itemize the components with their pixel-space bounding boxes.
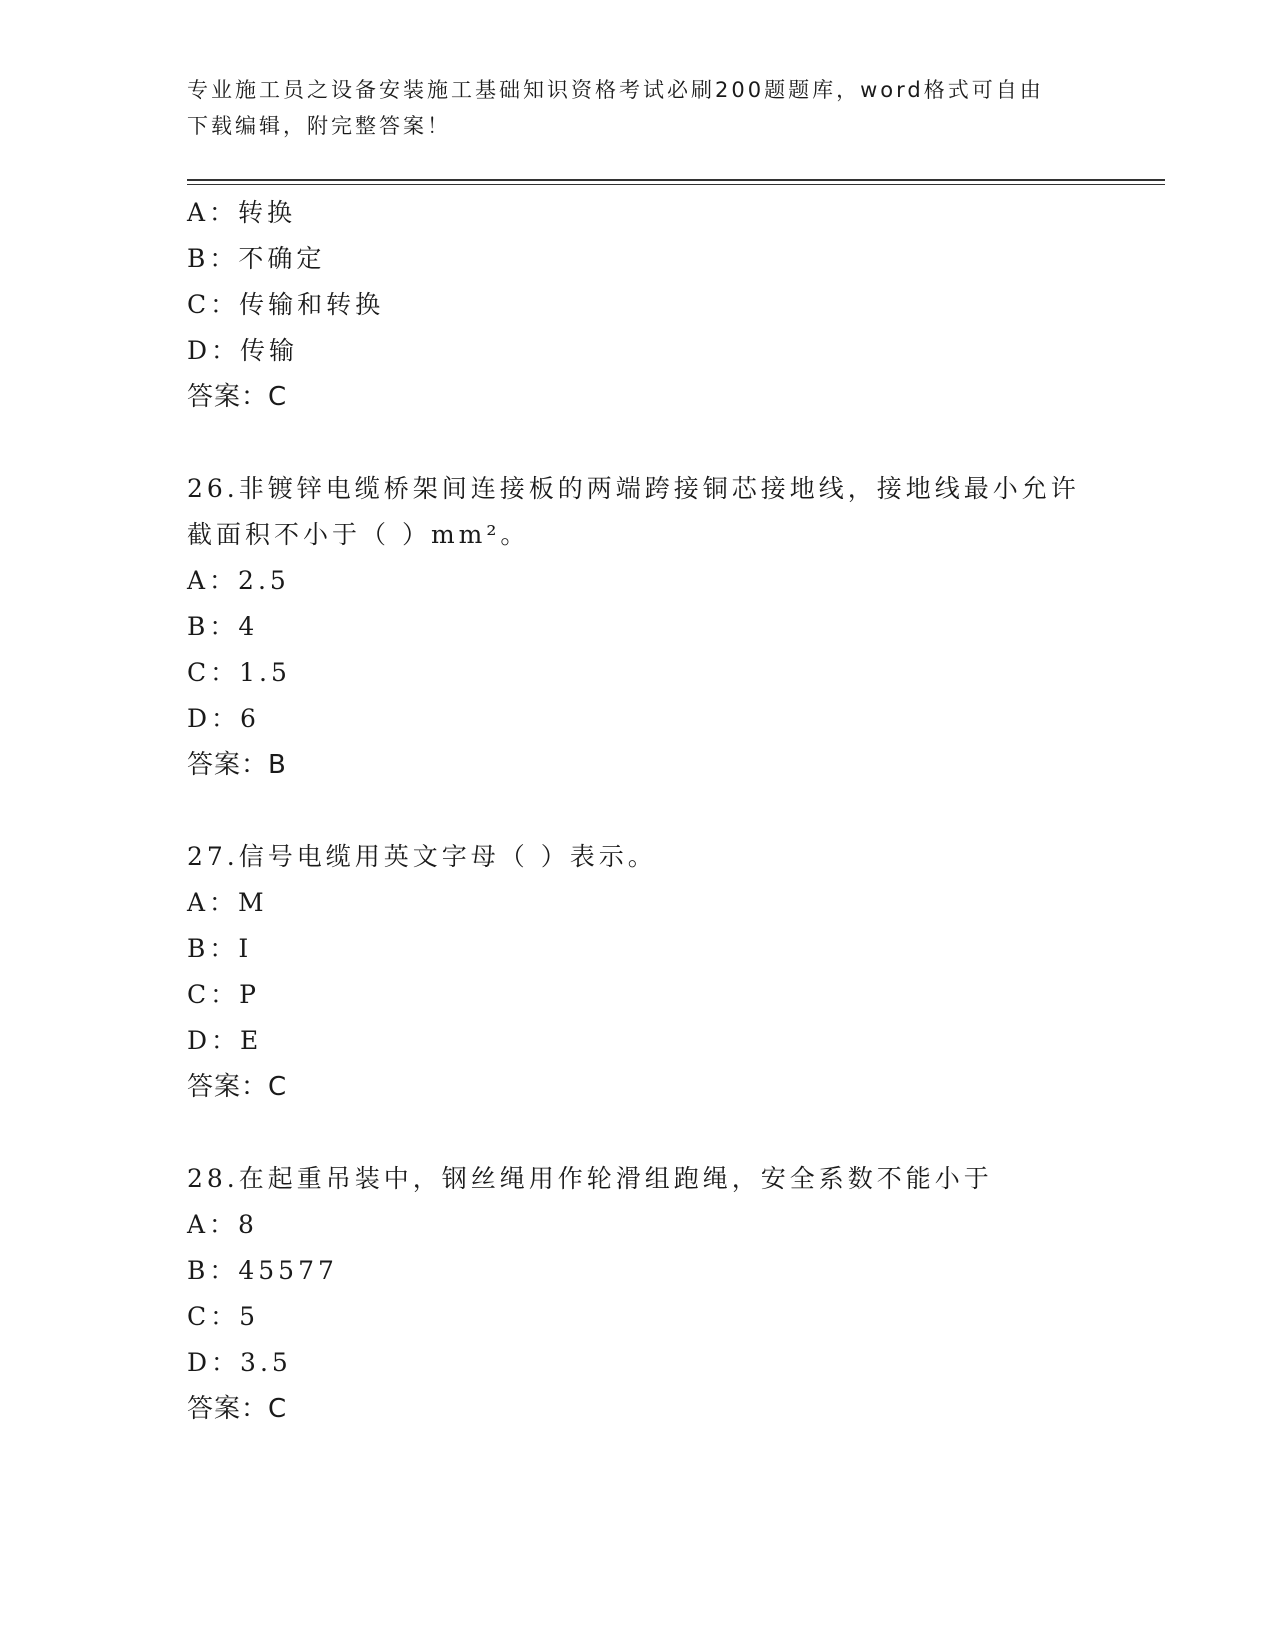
option-d: D：传输 [187,336,299,365]
option-a: A：8 [187,1210,258,1239]
question-list [187,190,1167,1432]
option-c: C：P [187,980,260,1009]
option-c: C：传输和转换 [187,290,385,319]
option-c: C：5 [187,1302,260,1331]
option-b: B：4 [187,612,259,641]
option-b: B：I [187,934,253,963]
header-line-1: 专业施工员之设备安装施工基础知识资格考试必刷200题题库，word格式可自由 [187,78,1044,102]
option-a: A：2.5 [187,566,290,595]
option-b: B：不确定 [187,244,326,273]
question-line: 27.信号电缆用英文字母（ ）表示。 [187,842,657,871]
option-d: D：6 [187,704,260,733]
question-text [187,466,1167,558]
option-a: A：M [187,888,268,917]
question-26 [187,466,1167,788]
question-line: 26.非镀锌电缆桥架间连接板的两端跨接铜芯接地线，接地线最小允许 [187,474,1080,503]
document-header [187,72,1087,144]
question-text [187,1156,1167,1202]
option-c: C：1.5 [187,658,291,687]
question-text [187,834,1167,880]
option-d: D：E [187,1026,263,1055]
header-line-2: 下载编辑，附完整答案！ [187,114,451,138]
question-line: 28.在起重吊装中，钢丝绳用作轮滑组跑绳，安全系数不能小于 [187,1164,993,1193]
question-25-continued [187,190,1167,420]
question-27 [187,834,1167,1110]
header-divider [187,179,1165,185]
answer-line: 答案：C [187,1394,288,1424]
question-28 [187,1156,1167,1432]
option-d: D：3.5 [187,1348,292,1377]
answer-line: 答案：B [187,750,287,780]
answer-line: 答案：C [187,1072,288,1102]
option-b: B：45577 [187,1256,338,1285]
answer-line: 答案：C [187,382,288,412]
option-a: A：转换 [187,198,297,227]
question-line: 截面积不小于（ ）mm²。 [187,520,530,549]
